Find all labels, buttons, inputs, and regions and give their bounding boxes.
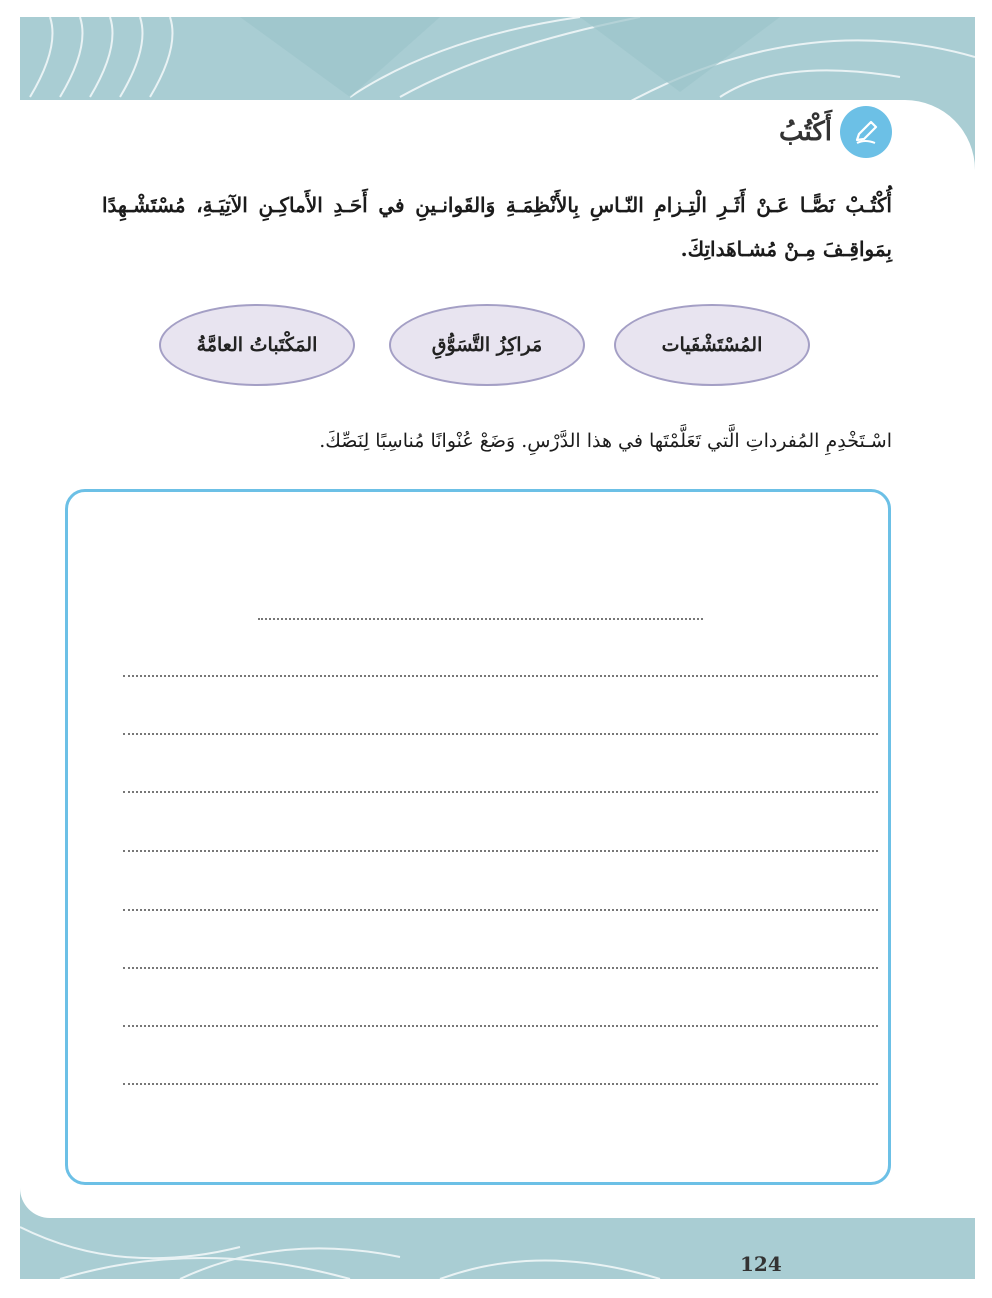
writing-line[interactable] (123, 675, 878, 677)
place-option-public-libraries: المَكْتَباتُ العامَّةُ (159, 304, 355, 386)
pencil-icon (840, 106, 892, 158)
writing-line[interactable] (123, 1083, 878, 1085)
writing-line[interactable] (123, 1025, 878, 1027)
writing-line[interactable] (123, 791, 878, 793)
writing-line[interactable] (123, 733, 878, 735)
writing-line[interactable] (123, 909, 878, 911)
places-options (150, 304, 810, 384)
title-line[interactable] (258, 618, 703, 620)
writing-area[interactable] (65, 489, 891, 1185)
place-option-hospitals: المُسْتَشْفَيات (614, 304, 810, 386)
vocabulary-instruction: اسْـتَخْدِمِ المُفرداتِ الَّتي تَعَلَّمْتَها في هذا الدَّرْسِ. وَضَعْ عُنْوانًا مُناسِبًا لِنَصِّكَ. (319, 430, 892, 452)
writing-line[interactable] (123, 850, 878, 852)
page-number: 124 (740, 1252, 782, 1276)
section-title: أَكْتُبُ (779, 117, 832, 147)
section-header (779, 106, 892, 158)
writing-line[interactable] (123, 967, 878, 969)
writing-instruction: أُكْتُـبْ نَصًّـا عَـنْ أَثَـرِ الْتِـزامِ النّـاسِ بِالأَنْظِمَـةِ وَالقَوانـينِ في أَحَـدِ الأَماكِـنِ الآتِيَـةِ، مُسْتَشْـهِدًا بِمَواقِـفَ مِـنْ مُشـاهَداتِكَ. (102, 193, 892, 261)
place-option-shopping-centers: مَراكِزُ التَّسَوُّقِ (389, 304, 585, 386)
